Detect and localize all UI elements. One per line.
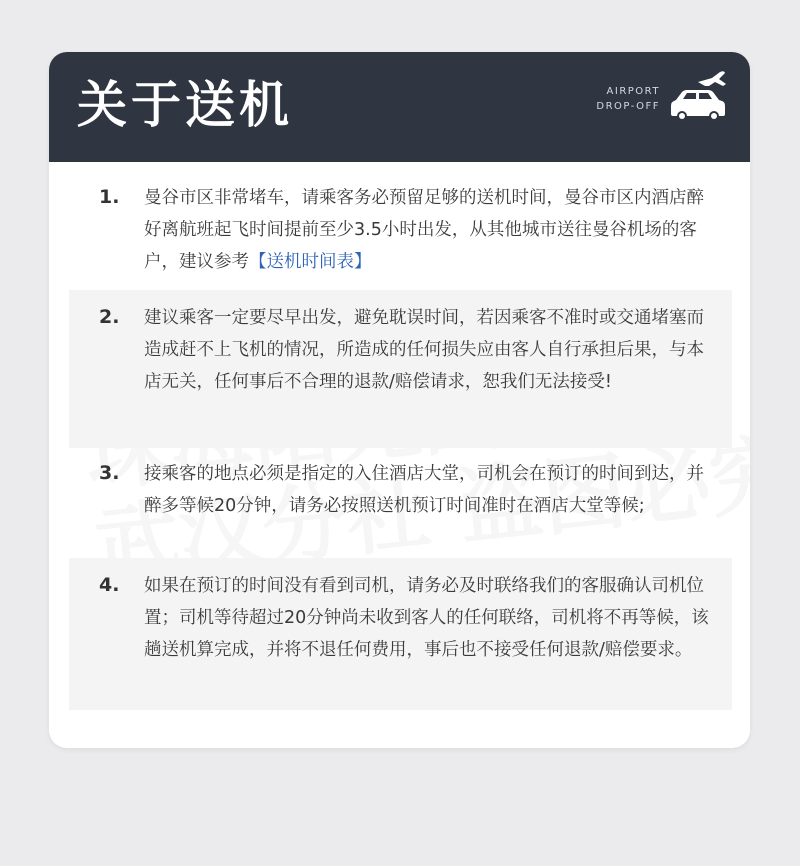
list-item [69, 170, 732, 290]
item-text: 建议乘客一定要尽早出发，避免耽误时间，若因乘客不准时或交通堵塞而造成赶不上飞机的情况，所造成的任何损失应由客人自行承担后果，与本店无关，任何事后不合理的退款/赔偿请求，恕我们无法接受! [144, 308, 704, 392]
header-subtitle-line1: AIRPORT [606, 86, 660, 97]
list-item [69, 290, 732, 448]
drop-off-schedule-link[interactable]: 【送机时间表】 [249, 252, 372, 272]
header-subtitle [596, 84, 660, 114]
item-text: 接乘客的地点必须是指定的入住酒店大堂，司机会在预订的时间到达，并醉多等候20分钟，请务必按照送机预订时间准时在酒店大堂等候; [144, 464, 704, 516]
item-number: 4. [99, 574, 120, 596]
page-title: 关于送机 [77, 76, 293, 134]
header-subtitle-line2: DROP-OFF [596, 101, 660, 112]
item-text: 如果在预订的时间没有看到司机，请务必及时联络我们的客服确认司机位置；司机等待超过20分钟尚未收到客人的任何联络，司机将不再等候，该趟送机算完成，并将不退任何费用，事后也不接受任何退款/赔偿要求。 [144, 576, 709, 660]
list-item [69, 558, 732, 710]
drop-off-info-card [49, 52, 750, 748]
item-number: 3. [99, 462, 120, 484]
item-number: 2. [99, 306, 120, 328]
card-header [49, 52, 750, 162]
item-text-body: 曼谷市区非常堵车，请乘客务必预留足够的送机时间，曼谷市区内酒店醉好离航班起飞时间提前至少3.5小时出发，从其他城市送往曼谷机场的客户，建议参考 [144, 188, 704, 272]
list-item [69, 448, 732, 560]
item-text [144, 182, 719, 278]
taxi-airplane-icon [668, 70, 730, 124]
item-number: 1. [99, 186, 120, 208]
